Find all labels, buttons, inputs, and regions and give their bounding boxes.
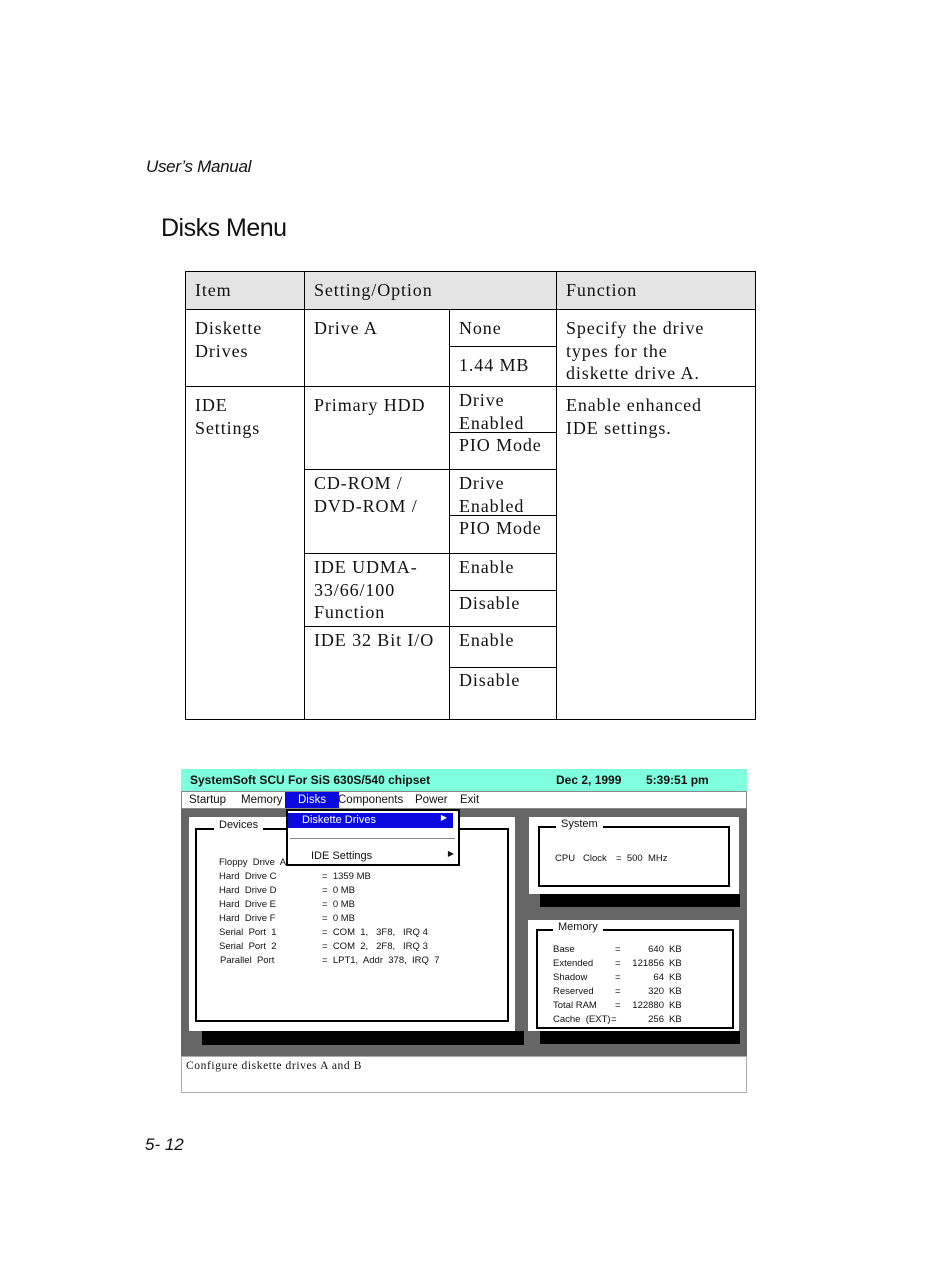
memory-label: Reserved: [553, 986, 594, 997]
bios-menu-bar: [181, 791, 747, 809]
memory-eq: =: [611, 1014, 617, 1025]
memory-label: Cache (EXT): [553, 1014, 611, 1025]
option-none: None: [459, 318, 502, 338]
dropdown-item-label: Diskette Drives: [302, 814, 376, 826]
bios-status-bar: [181, 1056, 747, 1093]
memory-unit: KB: [669, 958, 682, 969]
memory-eq: =: [615, 944, 621, 955]
cpu-clock-label: CPU Clock: [555, 853, 607, 864]
device-value: = 0 MB: [322, 913, 355, 924]
device-label: Parallel Port: [220, 955, 275, 966]
setting-ide-udma: IDE UDMA- 33/66/100 Function: [314, 557, 418, 622]
device-label: Hard Drive D: [219, 885, 277, 896]
item-ide-settings: IDE Settings: [195, 395, 261, 438]
bios-date: Dec 2, 1999: [556, 773, 622, 787]
device-value: = COM 2, 2F8, IRQ 3: [322, 941, 428, 952]
device-value: = LPT1, Addr 378, IRQ 7: [322, 955, 440, 966]
memory-label: Total RAM: [553, 1000, 597, 1011]
memory-unit: KB: [669, 1000, 682, 1011]
device-label: Hard Drive C: [219, 871, 277, 882]
devices-shadow: [202, 1031, 524, 1045]
memory-label: Shadow: [553, 972, 588, 983]
menu-power[interactable]: Power: [415, 794, 448, 806]
header-function: Function: [566, 280, 638, 300]
menu-exit[interactable]: Exit: [460, 794, 480, 806]
menu-startup[interactable]: Startup: [189, 794, 227, 806]
memory-value: 320: [648, 986, 664, 997]
dropdown-item-label: IDE Settings: [311, 850, 373, 862]
memory-label: Extended: [553, 958, 594, 969]
system-shadow: [540, 894, 740, 907]
option-disable: Disable: [459, 593, 521, 613]
option-pio-mode: PIO Mode: [459, 518, 542, 538]
submenu-arrow-icon: ▶: [447, 849, 454, 858]
menu-disks[interactable]: Disks: [285, 792, 339, 808]
memory-value: 64: [653, 972, 664, 983]
setting-primary-hdd: Primary HDD: [314, 395, 426, 415]
memory-title: Memory: [553, 921, 603, 933]
bios-work-area: [181, 809, 747, 1056]
memory-unit: KB: [669, 1014, 682, 1025]
system-title: System: [556, 818, 603, 830]
function-diskette: Specify the drive types for the diskette drive A.: [566, 318, 705, 383]
device-label: Serial Port 2: [219, 941, 277, 952]
menu-components[interactable]: Components: [338, 794, 404, 806]
option-drive-enabled: Drive Enabled: [459, 473, 525, 516]
bios-title-bar: [181, 769, 747, 791]
function-ide: Enable enhanced IDE settings.: [566, 395, 702, 438]
option-1-44mb: 1.44 MB: [459, 355, 530, 375]
disks-menu-table: [185, 271, 756, 720]
dropdown-item-ide-settings[interactable]: [288, 849, 458, 864]
submenu-arrow-icon: ▶: [440, 813, 447, 822]
dropdown-item-diskette-drives[interactable]: [288, 813, 453, 828]
page-title: Disks Menu: [161, 214, 287, 242]
memory-value: 121856: [632, 958, 664, 969]
bios-time: 5:39:51 pm: [646, 773, 709, 787]
cpu-clock-value: = 500 MHz: [616, 853, 668, 864]
manual-header: User’s Manual: [146, 157, 252, 176]
memory-value: 256: [648, 1014, 664, 1025]
bios-setup-screen: [181, 769, 747, 1093]
setting-cd-dvd-rom: CD-ROM / DVD-ROM /: [314, 473, 418, 516]
memory-unit: KB: [669, 986, 682, 997]
memory-unit: KB: [669, 972, 682, 983]
device-label: Hard Drive E: [219, 899, 277, 910]
devices-title: Devices: [214, 819, 263, 831]
option-enable: Enable: [459, 630, 515, 650]
memory-unit: KB: [669, 944, 682, 955]
memory-eq: =: [615, 972, 621, 983]
item-diskette-drives: Diskette Drives: [195, 318, 263, 361]
memory-eq: =: [615, 986, 621, 997]
option-enable: Enable: [459, 557, 515, 577]
menu-memory[interactable]: Memory: [241, 794, 283, 806]
header-item: Item: [195, 280, 232, 300]
system-panel: [529, 817, 739, 894]
setting-drive-a: Drive A: [314, 318, 378, 338]
memory-eq: =: [615, 1000, 621, 1011]
option-disable: Disable: [459, 670, 521, 690]
memory-value: 640: [648, 944, 664, 955]
device-label: Hard Drive F: [219, 913, 276, 924]
page-number: 5- 12: [145, 1135, 184, 1154]
device-value: = 1359 MB: [322, 871, 371, 882]
memory-label: Base: [553, 944, 575, 955]
option-drive-enabled: Drive Enabled: [459, 390, 525, 433]
disks-dropdown-menu: [286, 809, 460, 866]
device-label: Serial Port 1: [219, 927, 277, 938]
device-value: = COM 1, 3F8, IRQ 4: [322, 927, 428, 938]
memory-panel: [528, 920, 739, 1031]
header-setting-option: Setting/Option: [314, 280, 433, 300]
memory-eq: =: [615, 958, 621, 969]
option-pio-mode: PIO Mode: [459, 435, 542, 455]
bios-title: SystemSoft SCU For SiS 630S/540 chipset: [190, 773, 431, 787]
memory-value: 122880: [632, 1000, 664, 1011]
device-floppy-label: Floppy Drive A: [219, 857, 287, 868]
device-value: = 0 MB: [322, 885, 355, 896]
device-value: = 0 MB: [322, 899, 355, 910]
status-text: Configure diskette drives A and B: [186, 1060, 362, 1072]
setting-ide-32bit-io: IDE 32 Bit I/O: [314, 630, 435, 650]
dropdown-divider: [290, 838, 455, 839]
memory-shadow: [540, 1031, 740, 1044]
